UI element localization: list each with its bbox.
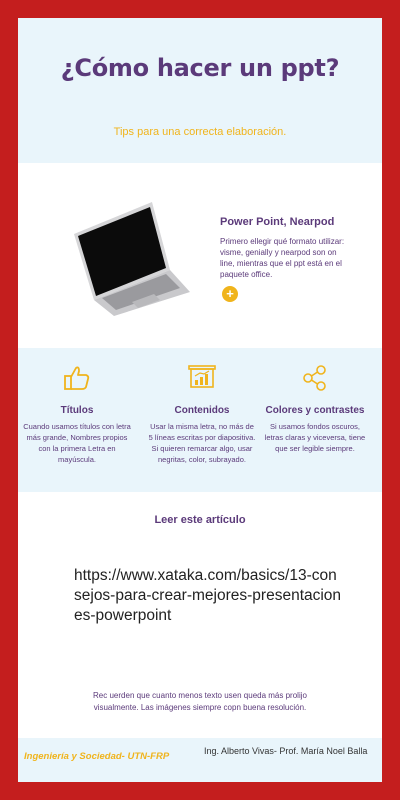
- header-band: [18, 18, 382, 163]
- feature-title: Contenidos: [174, 405, 230, 416]
- infographic-page: [18, 18, 382, 782]
- share-icon: [300, 363, 330, 393]
- thumbs-up-icon: [62, 363, 92, 393]
- more-button[interactable]: +: [222, 286, 238, 302]
- article-link[interactable]: https://www.xataka.com/basics/13-consejos-para-crear-mejores-presentaciones-powerpoint: [74, 567, 342, 624]
- page-subtitle: Tips para una correcta elaboración.: [113, 126, 287, 138]
- page-title: ¿Cómo hacer un ppt?: [60, 54, 340, 82]
- feature-titles: [22, 363, 132, 465]
- feature-title: Colores y contrastes: [265, 405, 365, 416]
- intro-text: Primero ellegir qué formato utilizar: visme, genially y nearpod son on line, mientras que el ppt está en el paquete office.: [220, 237, 345, 279]
- laptop-image: [68, 194, 196, 316]
- footer-institution: Ingeniería y Sociedad- UTN-FRP: [24, 751, 170, 762]
- footer-authors: Ing. Alberto Vivas- Prof. María Noel Balla: [204, 746, 368, 756]
- feature-title: Títulos: [60, 405, 94, 416]
- article-heading: Leer este artículo: [154, 514, 246, 526]
- feature-contents: [147, 363, 257, 465]
- feature-text: Usar la misma letra, no más de 5 líneas escritas por diapositiva. Si quieren remarcar algo, usar negritas, color, subrayado.: [148, 422, 256, 464]
- presentation-chart-icon: [187, 363, 217, 393]
- intro-title: Power Point, Nearpod: [220, 216, 335, 228]
- feature-text: Cuando usamos títulos con letra más grande, Nombres propios con la primera Letra en mayúscula.: [23, 422, 131, 464]
- feature-text: Si usamos fondos oscuros, letras claras y viceversa, tiene que ser legible siempre.: [264, 422, 366, 453]
- feature-colors: [260, 363, 370, 454]
- closing-note: Rec uerden que cuanto menos texto usen queda más prolijo visualmente. Las imágenes siempre copn buena resolución.: [93, 691, 307, 712]
